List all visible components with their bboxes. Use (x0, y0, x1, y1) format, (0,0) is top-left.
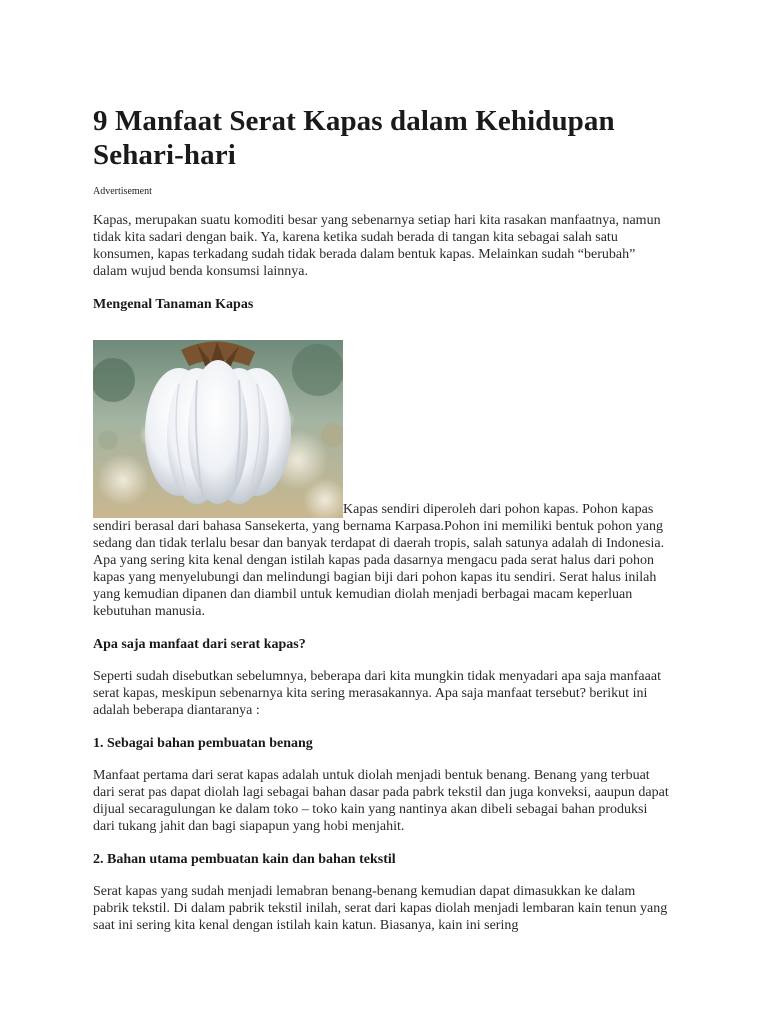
page-title: 9 Manfaat Serat Kapas dalam Kehidupan Sehari-hari (93, 105, 615, 171)
section-paragraph-benang: Manfaat pertama dari serat kapas adalah untuk diolah menjadi bentuk benang. Benang yang terbuat dari serat pas dapat diolah lagi sebagai bahan dasar pada pabrk tekstil dan juga konveksi, aaupun dapat dijual secaragulungan ke dalam toko – toko kain yang nantinya akan dibeli sebagai bahan produksi dari tukang jahit dan bagi siapapun yang hobi menjahit. (93, 768, 669, 834)
section-paragraph-kain: Serat kapas yang sudah menjadi lemabran benang-benang kemudian dapat dimasukkan ke dalam pabrik tekstil. Di dalam pabrik tekstil inilah, serat dari kapas diolah menjadi lembaran kain tenun yang saat ini sering kita kenal dengan istilah kain katun. Biasanya, kain ini sering (93, 884, 668, 933)
cotton-boll-image (93, 340, 343, 518)
section-heading-benang: 1. Sebagai bahan pembuatan benang (93, 736, 313, 751)
section-heading-mengenal: Mengenal Tanaman Kapas (93, 297, 254, 312)
section-paragraph-manfaat: Seperti sudah disebutkan sebelumnya, beberapa dari kita mungkin tidak menyadari apa saja manfaaat serat kapas, meskipun sebenarnya kita sering merasakannya. Apa saja manfaat tersebut? berikut ini adalah beberapa diantaranya : (93, 669, 661, 718)
section-heading-manfaat: Apa saja manfaat dari serat kapas? (93, 637, 306, 652)
advertisement-label: Advertisement (93, 186, 152, 197)
intro-paragraph: Kapas, merupakan suatu komoditi besar yang sebenarnya setiap hari kita rasakan manfaatnya, namun tidak kita sadari dengan baik. Ya, karena ketika sudah berada di tangan kita sebagai salah satu konsumen, kapas terkadang sudah tidak berada dalam bentuk kapas. Melainkan sudah “berubah” dalam wujud benda konsumsi lainnya. (93, 213, 661, 279)
section-paragraph-mengenal (93, 328, 672, 620)
section-heading-kain: 2. Bahan utama pembuatan kain dan bahan tekstil (93, 852, 396, 867)
section-paragraph-text: Kapas sendiri diperoleh dari pohon kapas. Pohon kapas sendiri berasal dari bahasa Sansekerta, yang bernama Karpasa.Pohon ini memiliki bentuk pohon yang sedang dan tidak terlalu besar dan banyak terdapat di daerah tropis, salah satunya adalah di Indonesia. Apa yang sering kita kenal dengan istilah kapas pada dasarnya mengacu pada serat halus dari pohon kapas yang menyelubungi dan melindungi bagian biji dari pohon kapas itu sendiri. Serat halus inilah yang kemudian dipanen dan diambil untuk kemudian diolah menjadi berbagai macam keperluan kebutuhan manusia. (93, 502, 665, 619)
